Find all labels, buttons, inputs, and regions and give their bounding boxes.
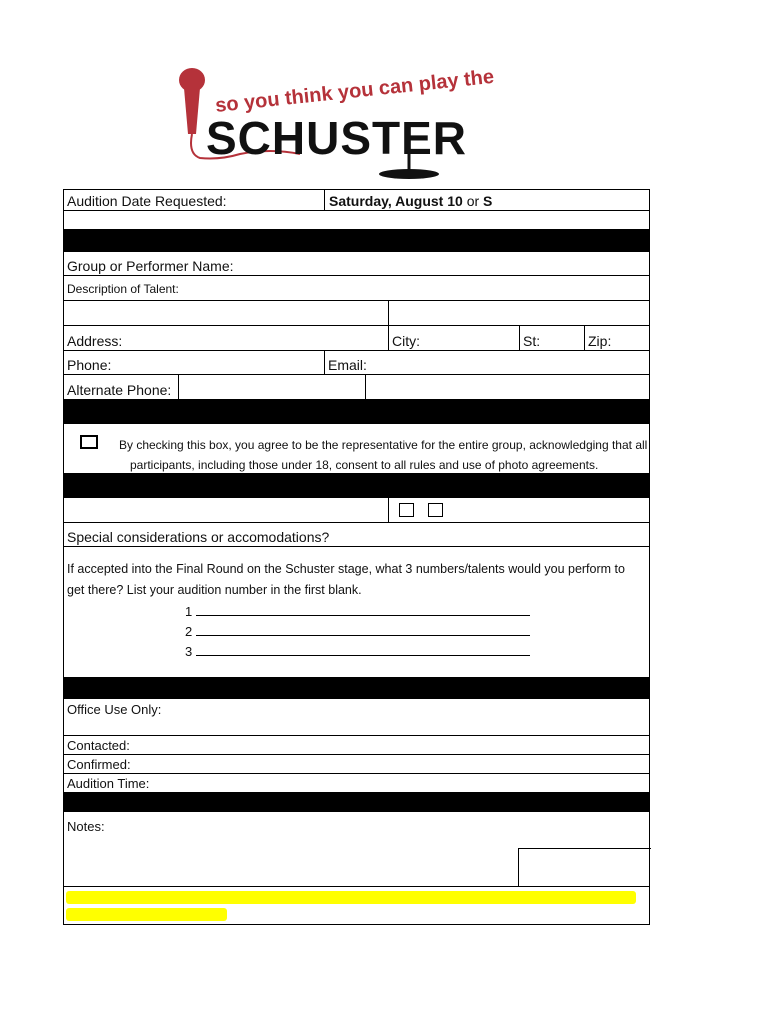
- address-row: [63, 326, 650, 351]
- contacted-row[interactable]: [63, 736, 650, 755]
- contacted-label: Contacted:: [67, 738, 130, 753]
- audition-time-label: Audition Time:: [67, 776, 150, 791]
- section-bar: [63, 230, 650, 252]
- section-bar: [63, 678, 650, 699]
- options-row: [63, 498, 650, 523]
- city-field[interactable]: [388, 326, 519, 350]
- agreement-text-line1: By checking this box, you agree to be the representative for the entire group, acknowledging that all: [119, 438, 648, 452]
- email-field[interactable]: [324, 351, 651, 374]
- alt-phone-row: [63, 375, 650, 400]
- state-label: St:: [523, 333, 541, 349]
- notes-row[interactable]: [63, 812, 650, 887]
- number-blank-2[interactable]: 2: [185, 624, 530, 639]
- section-bar: [63, 400, 650, 424]
- final-round-row: [63, 547, 650, 678]
- confirmed-label: Confirmed:: [67, 757, 131, 772]
- zip-field[interactable]: [584, 326, 651, 350]
- audition-form: [63, 189, 650, 925]
- city-label: City:: [392, 333, 420, 349]
- alt-phone-label: Alternate Phone:: [67, 382, 172, 398]
- phone-row: [63, 351, 650, 375]
- notes-side-box[interactable]: [518, 848, 651, 886]
- group-name-row[interactable]: [63, 252, 650, 276]
- schuster-logo: [170, 62, 500, 188]
- confirmed-row[interactable]: [63, 755, 650, 774]
- zip-label: Zip:: [588, 333, 612, 349]
- svg-text:so you think you can play the: so you think you can play the: [214, 65, 496, 117]
- description-row[interactable]: [63, 276, 650, 301]
- highlight-bar-2: [66, 908, 227, 921]
- special-label: Special considerations or accomodations?: [67, 529, 330, 545]
- number-blank-3[interactable]: 3: [185, 644, 530, 659]
- alt-phone-field[interactable]: [178, 375, 366, 399]
- address-label: Address:: [67, 333, 123, 349]
- section-bar: [63, 474, 650, 498]
- number-blank-1[interactable]: 1: [185, 604, 530, 619]
- highlight-bar-1: [66, 891, 636, 904]
- office-use-row: [63, 699, 650, 736]
- description-field-row[interactable]: [63, 301, 650, 326]
- audition-date-value: Saturday, August 10 or S: [329, 193, 493, 209]
- special-row[interactable]: [63, 523, 650, 547]
- state-field[interactable]: [519, 326, 584, 350]
- audition-date-field[interactable]: [324, 190, 651, 210]
- group-name-label: Group or Performer Name:: [67, 258, 234, 274]
- description-label: Description of Talent:: [67, 282, 179, 296]
- blank-row: [63, 211, 650, 230]
- divider: [388, 301, 389, 325]
- agreement-text-line2: participants, including those under 18, consent to all rules and use of photo agreements.: [130, 458, 599, 472]
- final-round-line1: If accepted into the Final Round on the Schuster stage, what 3 numbers/talents would you perform to: [67, 562, 625, 576]
- audition-time-row[interactable]: [63, 774, 650, 793]
- office-use-label: Office Use Only:: [67, 702, 162, 717]
- agreement-checkbox[interactable]: [80, 435, 98, 449]
- audition-date-row: [63, 189, 650, 211]
- phone-label: Phone:: [67, 357, 112, 373]
- email-label: Email:: [328, 357, 367, 373]
- section-bar: [63, 793, 650, 812]
- final-round-line2: get there? List your audition number in the first blank.: [67, 583, 362, 597]
- notes-label: Notes:: [67, 819, 105, 834]
- svg-text:SCHUSTER: SCHUSTER: [206, 112, 468, 164]
- agreement-row: [63, 424, 650, 474]
- highlight-row: [63, 887, 650, 925]
- option-checkbox-1[interactable]: [399, 503, 414, 517]
- option-checkbox-2[interactable]: [428, 503, 443, 517]
- audition-date-label: Audition Date Requested:: [67, 193, 227, 209]
